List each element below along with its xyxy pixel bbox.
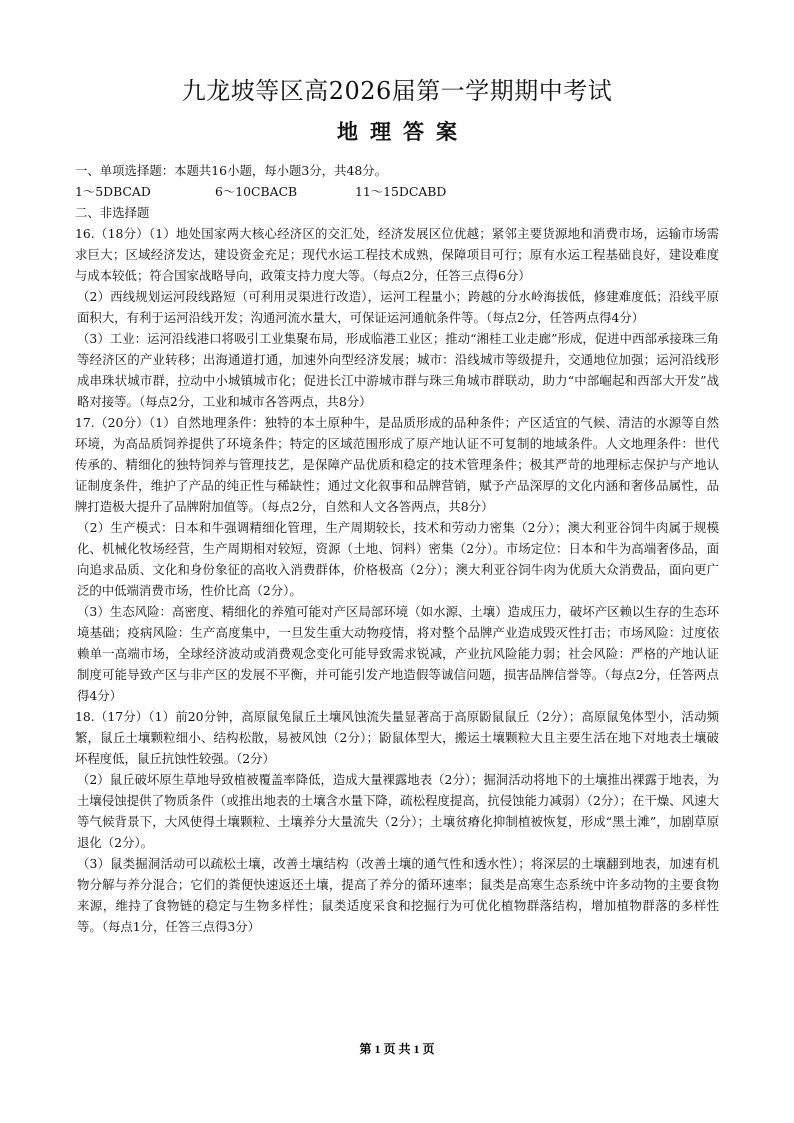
q17-part2: （2）生产模式：日本和牛强调精细化管理，生产周期较长，技术和劳动力密集（2分）；澳大利亚谷饲牛肉属于规模化、机械化牧场经营，生产周期相对较短，资源（土地、饲料）密集（2分）。市场定位：日本和牛为高端奢侈品，面向追求品质、文化和身份象征的高收入消费群体，价格极高（2分）；澳大利亚谷饲牛肉为优质大众消费品，面向更广泛的中低端消费市场，性价比高（2分）。 <box>77 520 719 598</box>
q16-part3: （3）工业：运河沿线港口将吸引工业集聚布局，形成临港工业区；推动“湘桂工业走廊”形成，促进中西部承接珠三角等经济区的产业转移；出海通道打通，加速外向型经济发展；城市：沿线城市等级提升，交通地位加强；运河沿线形成串珠状城市群，拉动中小城镇城市化；促进长江中游城市群与珠三角城市群联动，助力“中部崛起和西部大开发”战略对接等。（每点2分，工业和城市各答两点，共8分） <box>77 331 719 409</box>
answer-subtitle: 地理答案 <box>337 119 469 144</box>
q18-part1: 18.（17分）（1）前20分钟，高原鼠兔鼠丘土壤风蚀流失量显著高于高原鼢鼠鼠丘（2分）；高原鼠兔体型小，活动频繁，鼠丘土壤颗粒细小、结构松散，易被风蚀（2分）；鼢鼠体型大，搬运土壤颗粒大且主要生活在地下对地表土壤破坏程度低，鼠丘抗蚀性较强。（2分） <box>75 709 719 766</box>
q17-part1: 17.（20分）（1）自然地理条件：独特的本土原种牛，是品质形成的品种条件；产区适宜的气候、清洁的水源等自然环境，为高品质饲养提供了环境条件；特定的区域范围形成了原产地认证不可复制的地域条件。人文地理条件：世代传承的、精细化的独特饲养与管理技艺，是保障产品优质和稳定的技术管理条件；极其严苛的地理标志保护与产地认证制度条件，维护了产品的纯正性与稀缺性；通过文化叙事和品牌营销，赋予产品深厚的文化内涵和奢侈品属性，品牌打造极大提升了品牌附加值等。（每点2分，自然和人文各答两点，共8分） <box>75 415 719 514</box>
answer-group-3: 11～15DCABD <box>355 184 447 199</box>
q18-part2: （2）鼠丘破坏原生草地导致植被覆盖率降低，造成大量裸露地表（2分）；掘洞活动将地下的土壤推出裸露于地表，为土壤侵蚀提供了物质条件（或推出地表的土壤含水量下降，疏松程度提高，抗侵蚀能力减弱）（2分）；在干燥、风速大等气候背景下，大风使得土壤颗粒、土壤养分大量流失（2分）；土壤贫瘠化抑制植被恢复，形成“黑土滩”，加剧草原退化（2分）。 <box>77 772 719 850</box>
page-footer: 第 1 页 共 1 页 <box>359 1042 435 1056</box>
q16-part2: （2）西线规划运河段线路短（可利用灵渠进行改造），运河工程量小；跨越的分水岭海拔低，修建难度低；沿线平原面积大，有利于运河沿线开发；沟通河流水量大，可保证运河通航条件等。（每点2分，任答两点得4分） <box>77 289 719 325</box>
q16-part1: 16.（18分）（1）地处国家两大核心经济区的交汇处，经济发展区位优越；紧邻主要货源地和消费市场，运输市场需求巨大；区域经济发达，建设资金充足；现代水运工程技术成熟，保障项目可行；原有水运工程基础良好，建设难度与成本较低；符合国家战略导向，政策支持力度大等。（每点2分，任答三点得6分） <box>75 226 719 283</box>
answer-group-1: 1～5DBCAD <box>75 184 151 199</box>
q18-part3: （3）鼠类掘洞活动可以疏松土壤，改善土壤结构（改善土壤的通气性和透水性）；将深层的土壤翻到地表，加速有机物分解与养分混合；它们的粪便快速返还土壤，提高了养分的循环速率；鼠类是高寒生态系统中许多动物的主要食物来源，维持了食物链的稳定与生物多样性；鼠类适度采食和挖掘行为可优化植物群落结构，增加植物群落的多样性等。（每点1分，任答三点得3分） <box>77 856 719 934</box>
exam-title: 九龙坡等区高2026届第一学期期中考试 <box>181 77 613 105</box>
q17-part3: （3）生态风险：高密度、精细化的养殖可能对产区局部环境（如水源、土壤）造成压力，破坏产区赖以生存的生态环境基础；疫病风险：生产高度集中，一旦发生重大动物疫情，将对整个品牌产业造成毁灭性打击；市场风险：过度依赖单一高端市场，全球经济波动或消费观念变化可能导致需求锐减，产业抗风险能力弱；社会风险：严格的产地认证制度可能导致产区与非产区的发展不平衡，并可能引发产地造假等诚信问题，损害品牌信誉等。（每点2分，任答两点得4分） <box>77 604 719 703</box>
choice-answers <box>75 181 719 202</box>
section2-heading: 二、非选择题 <box>75 205 150 220</box>
answer-group-2: 6～10CBACB <box>215 184 298 199</box>
section1-heading: 一、单项选择题：本题共16小题，每小题3分，共48分。 <box>75 163 388 178</box>
